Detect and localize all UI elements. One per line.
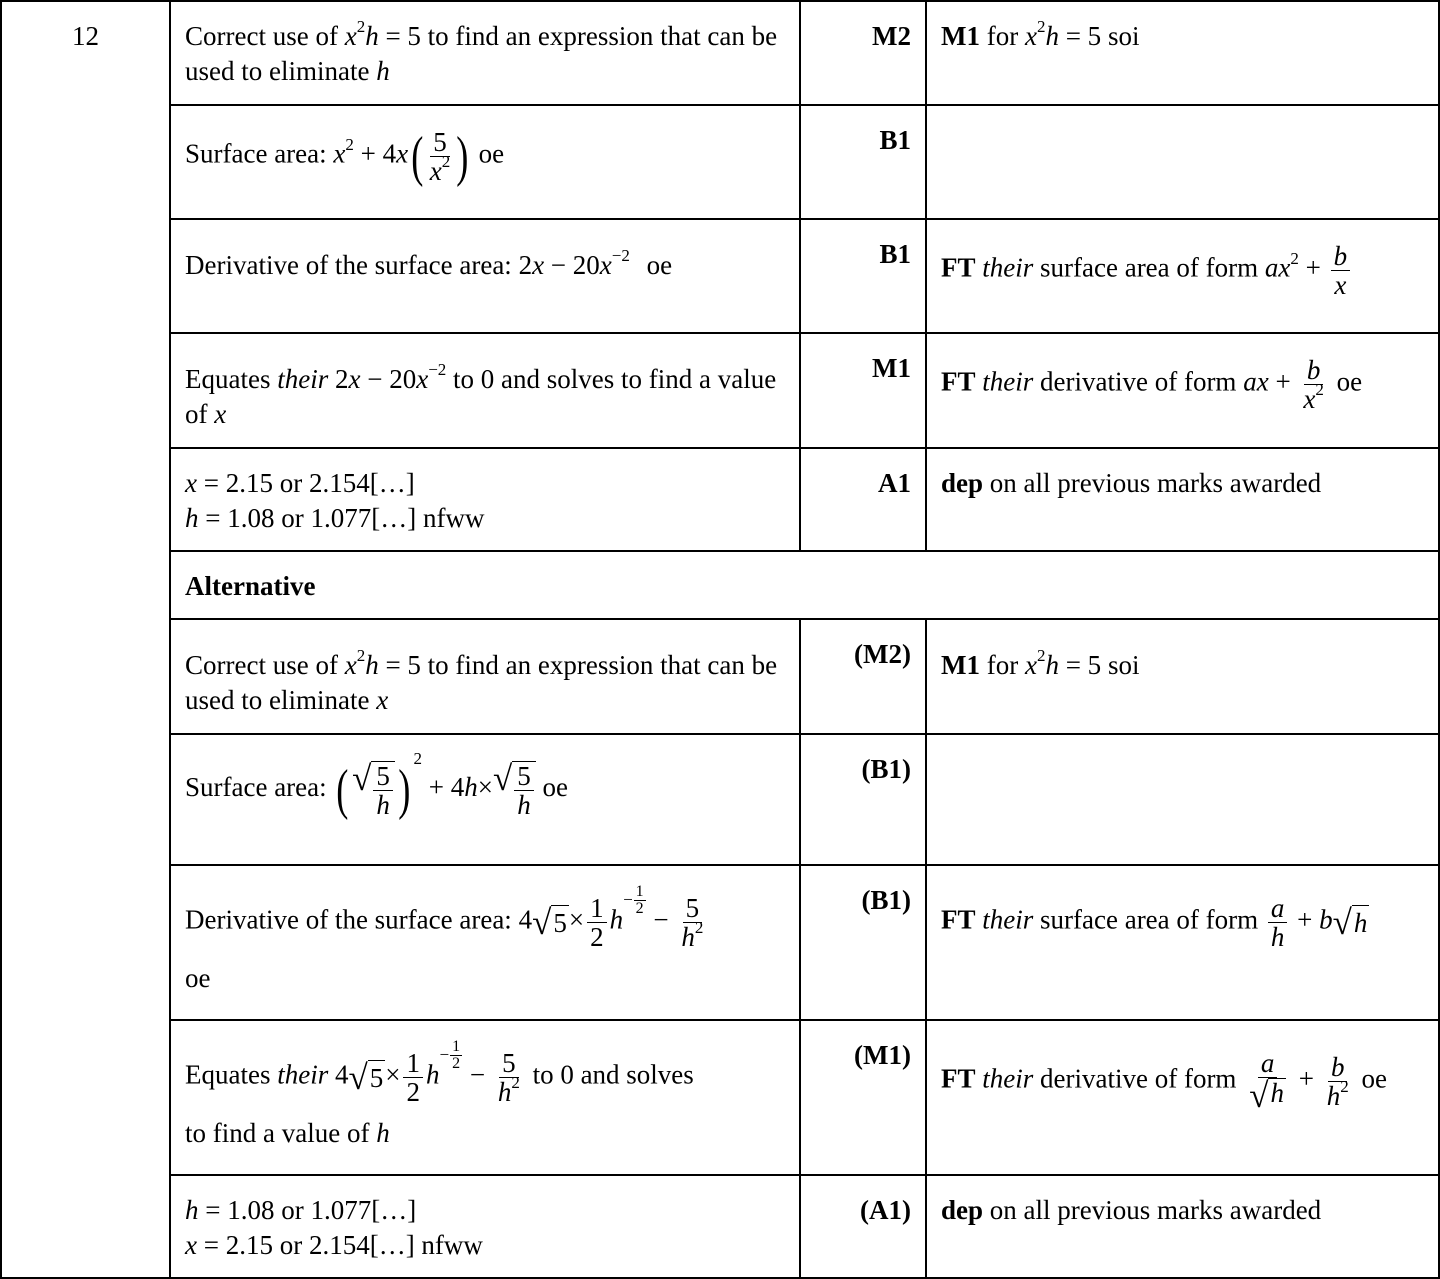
guidance-cell (926, 734, 1439, 865)
table-row (1, 619, 1439, 734)
table-row (1, 448, 1439, 551)
table-row (1, 551, 1439, 619)
question-number: 12 (1, 1, 170, 1278)
table-row (1, 1175, 1439, 1278)
answer-cell: Surface area: ( √ $\frac{5}{h}$ )$^2$ + 4h× √ $\frac{5}{h}$ oe (170, 734, 800, 865)
guidance-cell (926, 105, 1439, 219)
answer-cell: Surface area: $x^2 + 4x$( $\frac{5}{x^2}$ ) oe (170, 105, 800, 219)
guidance-cell: dep on all previous marks awarded (926, 1175, 1439, 1278)
table-row (1, 219, 1439, 333)
answer-cell: Derivative of the surface area: $2x - 20x^{-2}$ oe (170, 219, 800, 333)
guidance-cell: FT their derivative of form ax + $\frac{b}{x^2}$ oe (926, 333, 1439, 448)
marks-cell: M1 (800, 333, 926, 448)
answer-cell: Equates their 4 √ 5 × $\frac{1}{2}$ $h^{- \frac{1}{2}}$ − $\frac{5}{h^2}$ to 0 and solves to find a value of h (170, 1020, 800, 1175)
marks-cell: (B1) (800, 734, 926, 865)
marks-cell: B1 (800, 105, 926, 219)
marks-cell: A1 (800, 448, 926, 551)
table-row (1, 734, 1439, 865)
marks-cell: M2 (800, 1, 926, 105)
answer-cell: h = 1.08 or 1.077[…] x = 2.15 or 2.154[…] nfww (170, 1175, 800, 1278)
answer-cell: Correct use of $x^2h = 5$ to find an expression that can be used to eliminate x (170, 619, 800, 734)
table-row (1, 865, 1439, 1020)
guidance-cell: M1 for $x^2h = 5$ soi (926, 1, 1439, 105)
table-row (1, 1, 1439, 105)
answer-cell: Equates their $2x - 20x^{-2}$ to 0 and solves to find a value of x (170, 333, 800, 448)
marks-cell: B1 (800, 219, 926, 333)
subheading-alternative: Alternative (170, 551, 1439, 619)
marks-cell: (M1) (800, 1020, 926, 1175)
marks-cell: (B1) (800, 865, 926, 1020)
guidance-cell: FT their surface area of form $\frac{a}{h}$ + b √ h (926, 865, 1439, 1020)
table-row (1, 333, 1439, 448)
answer-cell: Correct use of $x^2h = 5$ to find an expression that can be used to eliminate h (170, 1, 800, 105)
table-row (1, 105, 1439, 219)
table-row (1, 1020, 1439, 1175)
answer-cell: Derivative of the surface area: 4 √ 5 × $\frac{1}{2}$ $h^{- \frac{1}{2}}$ − $\frac{5}{h^2}$ oe (170, 865, 800, 1020)
guidance-cell: FT their surface area of form $ax^2$ + $\frac{b}{x}$ (926, 219, 1439, 333)
guidance-cell: dep on all previous marks awarded (926, 448, 1439, 551)
marks-cell: (M2) (800, 619, 926, 734)
marks-cell: (A1) (800, 1175, 926, 1278)
guidance-cell: M1 for $x^2h = 5$ soi (926, 619, 1439, 734)
answer-cell: x = 2.15 or 2.154[…] h = 1.08 or 1.077[…] nfww (170, 448, 800, 551)
guidance-cell: FT their derivative of form a √ h + $\frac{b}{h^2}$ oe (926, 1020, 1439, 1175)
